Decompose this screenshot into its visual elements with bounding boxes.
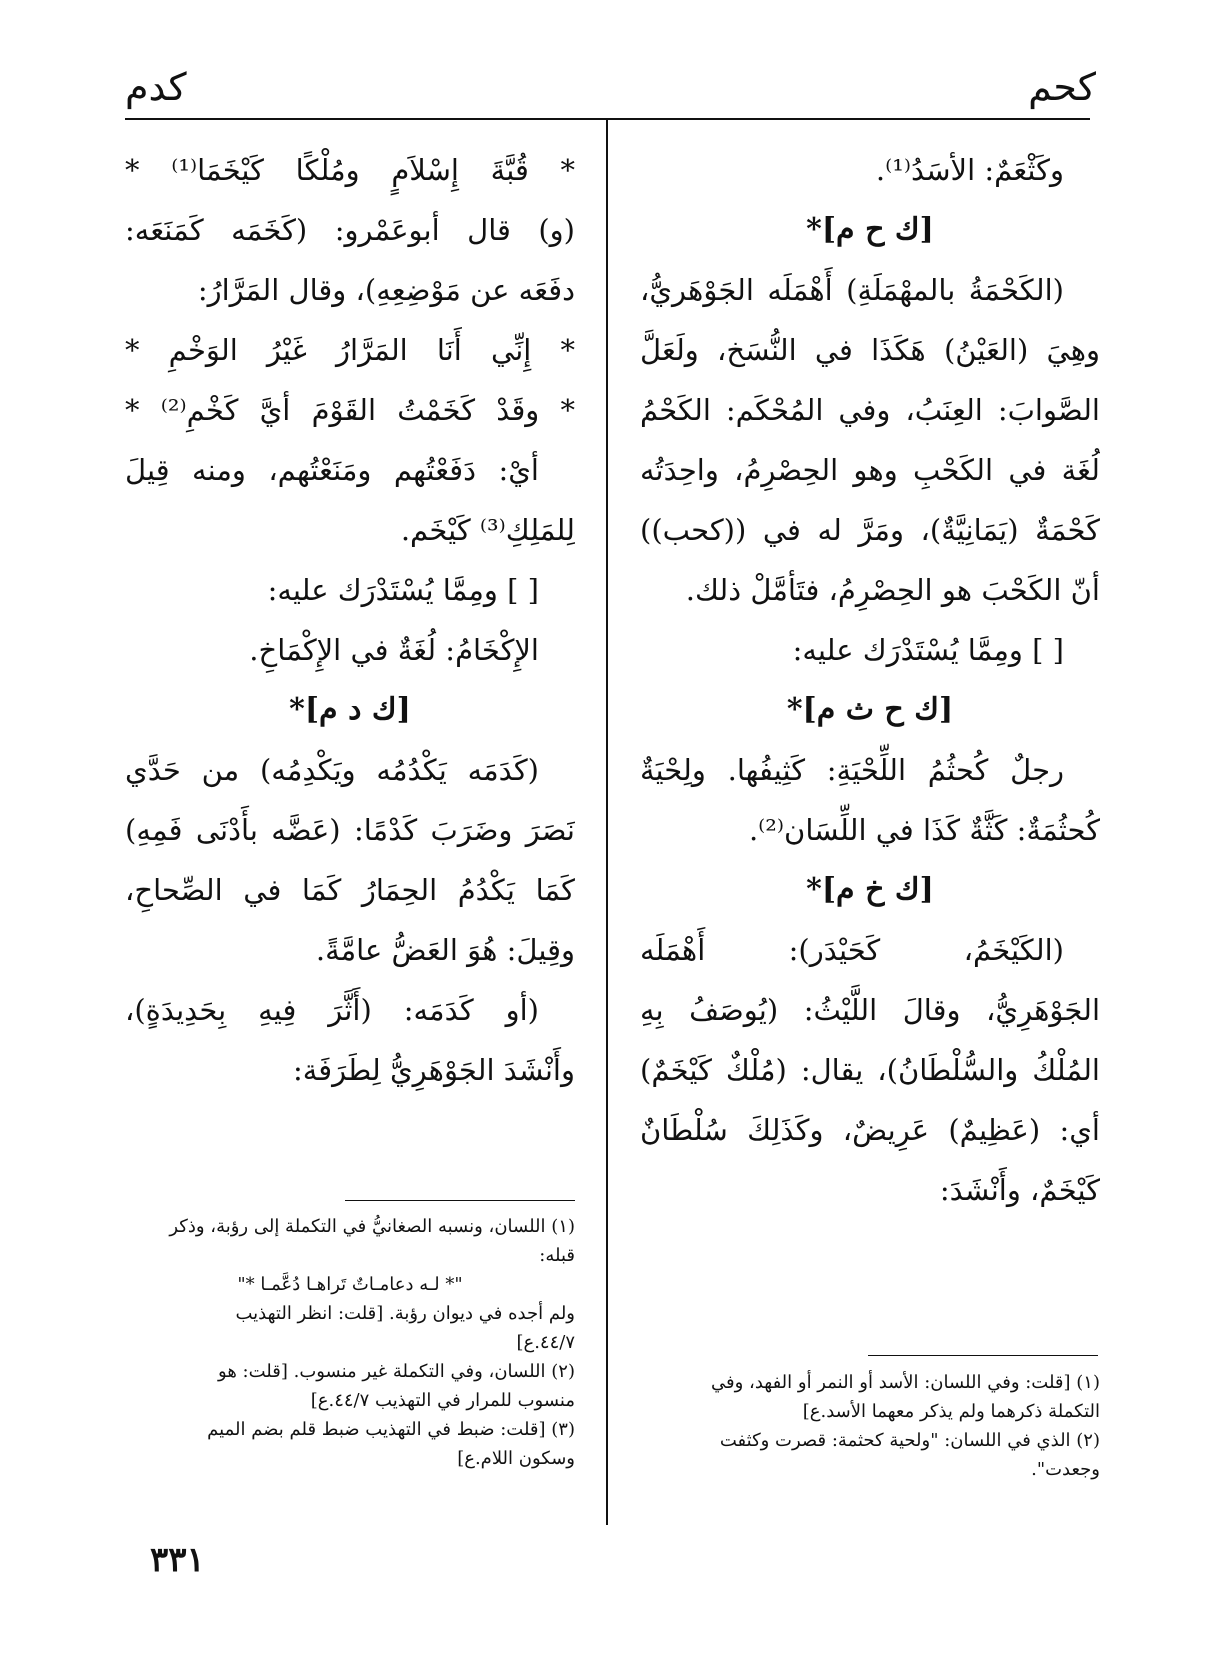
- footnote-line: (١) [قلت: وفي اللسان: الأسد أو النمر أو الفهد، وفي: [711, 1372, 1100, 1393]
- text-line: كَمَا يَكْدُمُ الحِمَارُ كَمَا في الصِّحاحِ،: [125, 873, 575, 907]
- footnote-line: ولم أجده في ديوان رؤبة. [قلت: انظر التهذيب: [235, 1303, 575, 1324]
- footnote-line: وجعدت".: [1031, 1459, 1100, 1480]
- text-line: أنّ الكَحْبَ هو الحِصْرِمُ، فتَأمَّلْ ذلك.: [685, 573, 1100, 607]
- text-line: (و) قال أبوعَمْرو: (كَخَمَه كَمَنَعَه:: [125, 213, 575, 247]
- text-line: وأَنْشَدَ الجَوْهَرِيُّ لِطَرَفَة:: [292, 1053, 575, 1087]
- footnote-line: (١) اللسان، ونسبه الصغانيُّ في التكملة إلى رؤبة، وذكر: [169, 1216, 575, 1237]
- footnote-line: (٣) [قلت: ضبط في التهذيب ضبط قلم بضم الميم: [207, 1419, 575, 1440]
- header-left-word: كدم: [125, 65, 187, 109]
- entry-heading: [ك د م]*: [289, 692, 411, 727]
- verse-line: * إِنِّي أَنَا المَرَّارُ غَيْرُ الوَخْمِ *: [125, 333, 575, 367]
- verse-line: * قُبَّةَ إِسْلاَمٍ ومُلْكًا كَيْخَمَا⁽¹⁾ *: [125, 153, 575, 187]
- footnote-line: منسوب للمرار في التهذيب ٤٤/٧.ع]: [310, 1390, 575, 1411]
- text-line: [ ] ومِمَّا يُسْتَدْرَك عليه:: [792, 633, 1064, 667]
- left-footnotes: [125, 1212, 575, 1473]
- text-line: أيْ: دَفَعْتُهم ومَنَعْتُهم، ومنه قِيلَ: [125, 453, 539, 487]
- verse-line: * وقَدْ كَخَمْتُ القَوْمَ أيَّ كَخْمِ⁽²⁾ *: [125, 393, 575, 427]
- footnote-line: وسكون اللام.ع]: [457, 1448, 575, 1469]
- text-line: كَحْمَةٌ (يَمَانِيَّةٌ)، ومَرَّ له في ((كحب)): [640, 513, 1100, 547]
- text-line: (كَدَمَه يَكْدُمُه ويَكْدِمُه) من حَدَّي: [125, 753, 539, 787]
- footnote-verse: "* لـه دعامـاتٌ تَراهـا دُعَّمـا *": [237, 1274, 463, 1295]
- text-line: وكَثْعَمٌ: الأسَدُ⁽¹⁾.: [875, 153, 1064, 187]
- left-footnote-rule: [345, 1200, 575, 1201]
- text-line: دفَعَه عن مَوْضِعِهِ)، وقال المَرَّارُ:: [197, 273, 575, 307]
- footnote-line: قبله:: [539, 1245, 575, 1266]
- entry-heading: [ك ح م]*: [806, 212, 934, 247]
- text-line: وقِيلَ: هُوَ العَضُّ عامَّةً.: [315, 933, 575, 967]
- text-line: (أو كَدَمَه: (أَثَّرَ فِيهِ بِحَدِيدَةٍ)،: [125, 993, 539, 1027]
- right-column: [640, 140, 1100, 1220]
- footnote-line: (٢) اللسان، وفي التكملة غير منسوب. [قلت: هو: [218, 1361, 575, 1382]
- text-line: لُغَة في الكَحْبِ وهو الحِصْرِمُ، واحِدَتُه: [640, 453, 1100, 487]
- footnote-line: (٢) الذي في اللسان: "ولحية كحثمة: قصرت وكثفت: [719, 1430, 1100, 1451]
- text-line: الجَوْهَرِيُّ، وقالَ اللَّيْثُ: (يُوصَفُ بِهِ: [640, 993, 1100, 1027]
- text-line: (الكَيْخَمُ، كَحَيْدَر): أَهْمَلَه: [640, 933, 1064, 967]
- entry-heading: [ك ح ث م]*: [786, 692, 954, 727]
- left-column: [125, 140, 575, 1100]
- text-line: (الكَحْمَةُ بالمهْمَلَةِ) أَهْمَلَه الجَوْهَريُّ،: [640, 273, 1064, 307]
- footnote-line: ٤٤/٧.ع]: [516, 1332, 575, 1353]
- text-line: [ ] ومِمَّا يُسْتَدْرَك عليه:: [267, 573, 539, 607]
- text-line: الإِكْخَامُ: لُغَةٌ في الإِكْمَاخِ.: [249, 633, 539, 667]
- footnote-line: التكملة ذكرهما ولم يذكر معهما الأسد.ع]: [802, 1401, 1100, 1422]
- text-line: المُلْكُ والسُّلْطَانُ)، يقال: (مُلْكٌ كَيْخَمٌ): [640, 1053, 1100, 1087]
- column-divider: [606, 120, 608, 1525]
- right-footnotes: [640, 1368, 1100, 1484]
- text-line: نَصَرَ وضَرَبَ كَدْمًا: (عَضَّه بأَدْنَى فَمِهِ): [125, 813, 575, 847]
- header-right-word: كحم: [1028, 65, 1096, 109]
- text-line: الصَّوابَ: العِنَبُ، وفي المُحْكَم: الكَحْمُ: [640, 393, 1100, 427]
- entry-heading: [ك خ م]*: [806, 872, 934, 907]
- text-line: كَيْخَمٌ، وأَنْشَدَ:: [939, 1173, 1100, 1207]
- text-line: لِلمَلِكِ⁽³⁾ كَيْخَم.: [400, 513, 575, 547]
- text-line: كُحثُمَةٌ: كَثَّةٌ كَذَا في اللِّسَان⁽²⁾.: [748, 813, 1100, 847]
- text-line: وهِيَ (العَيْنُ) هَكَذَا في النُّسَخ، ولَعَلَّ: [640, 333, 1100, 367]
- text-line: رجلٌ كُحثُمُ اللِّحْيَةِ: كَثِيفُها. ولِحْيَةٌ: [640, 753, 1064, 787]
- page-number: ٣٣١: [150, 1540, 205, 1580]
- text-line: أي: (عَظِيمٌ) عَرِيضٌ، وكَذَلِكَ سُلْطَانٌ: [640, 1113, 1100, 1147]
- right-footnote-rule: [868, 1355, 1098, 1356]
